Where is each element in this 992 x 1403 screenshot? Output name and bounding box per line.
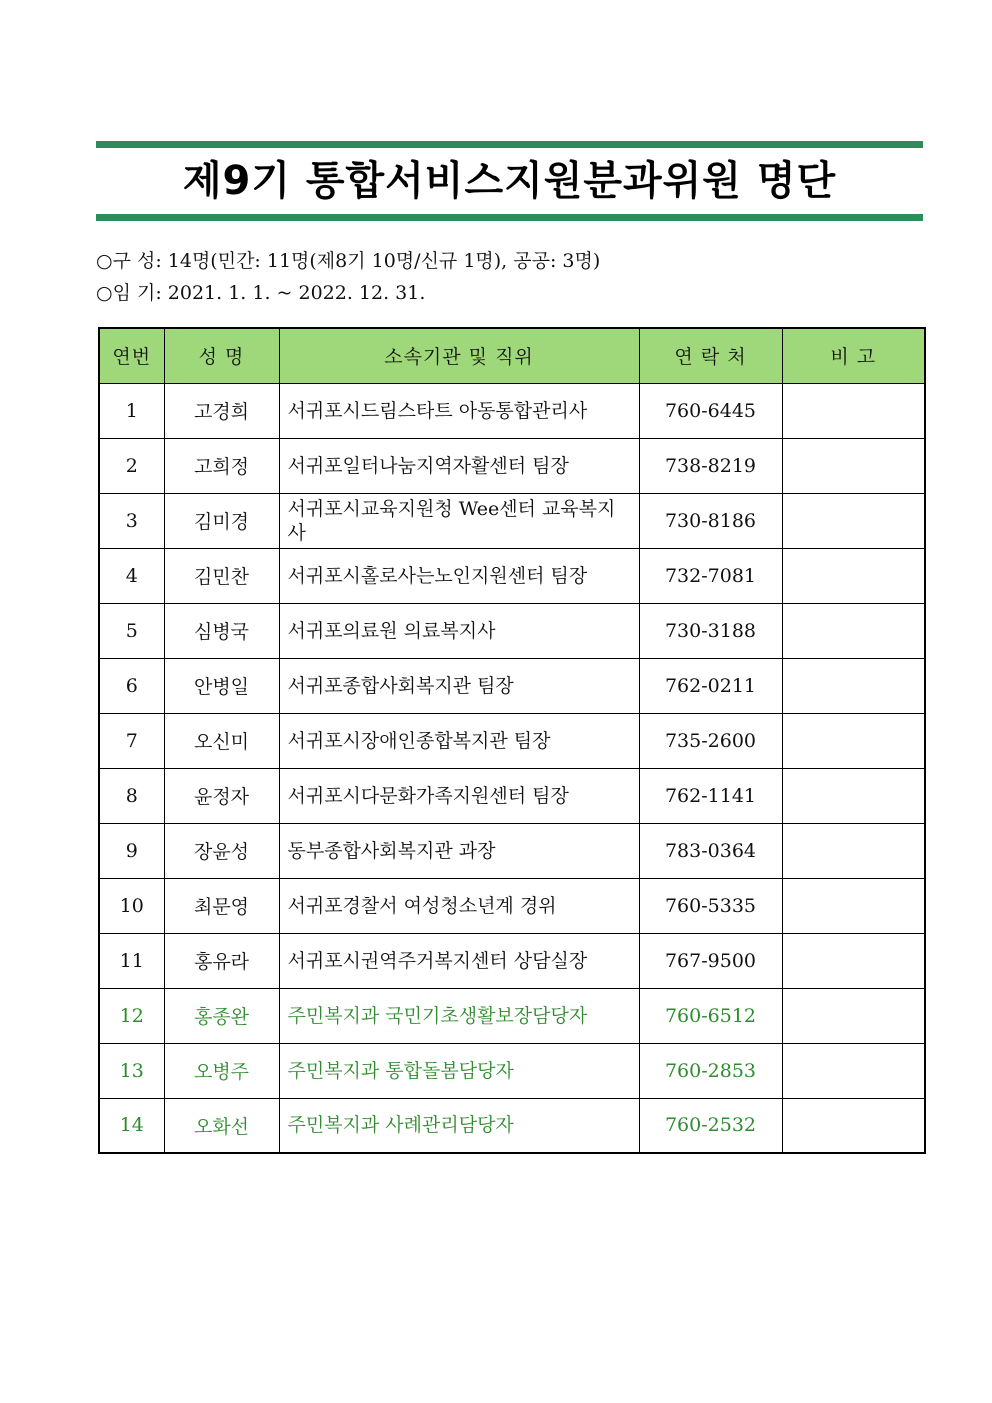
cell-note (782, 988, 925, 1043)
cell-note (782, 548, 925, 603)
cell-org: 서귀포의료원 의료복지사 (279, 603, 639, 658)
table-row (99, 988, 925, 1043)
cell-no: 11 (99, 933, 164, 988)
table-row (99, 1043, 925, 1098)
cell-note (782, 493, 925, 548)
table-row (99, 1098, 925, 1153)
cell-no: 9 (99, 823, 164, 878)
table-row (99, 823, 925, 878)
cell-org: 주민복지과 통합돌봄담당자 (279, 1043, 639, 1098)
cell-contact: 783-0364 (639, 823, 782, 878)
cell-org: 서귀포경찰서 여성청소년계 경위 (279, 878, 639, 933)
table-row (99, 493, 925, 548)
cell-no: 6 (99, 658, 164, 713)
header-name: 성 명 (164, 328, 279, 383)
cell-note (782, 1098, 925, 1153)
composition-line: ○구 성: 14명(민간: 11명(제8기 10명/신규 1명), 공공: 3명) (96, 250, 601, 272)
cell-note (782, 823, 925, 878)
cell-name: 장윤성 (164, 823, 279, 878)
cell-name: 고희정 (164, 438, 279, 493)
cell-note (782, 603, 925, 658)
cell-name: 고경희 (164, 383, 279, 438)
cell-contact: 738-8219 (639, 438, 782, 493)
cell-org: 서귀포시장애인종합복지관 팀장 (279, 713, 639, 768)
cell-org: 서귀포시홀로사는노인지원센터 팀장 (279, 548, 639, 603)
cell-name: 오화선 (164, 1098, 279, 1153)
table-row (99, 878, 925, 933)
table-header-row (99, 328, 925, 383)
cell-contact: 730-8186 (639, 493, 782, 548)
cell-name: 최문영 (164, 878, 279, 933)
cell-name: 오신미 (164, 713, 279, 768)
cell-name: 오병주 (164, 1043, 279, 1098)
cell-note (782, 658, 925, 713)
term-line: ○임 기: 2021. 1. 1. ~ 2022. 12. 31. (96, 282, 426, 304)
cell-contact: 762-1141 (639, 768, 782, 823)
table-row (99, 603, 925, 658)
cell-name: 안병일 (164, 658, 279, 713)
table-row (99, 383, 925, 438)
cell-org: 서귀포시다문화가족지원센터 팀장 (279, 768, 639, 823)
cell-contact: 760-5335 (639, 878, 782, 933)
table-row (99, 933, 925, 988)
cell-no: 2 (99, 438, 164, 493)
table-row (99, 658, 925, 713)
title-bottom-rule (96, 214, 923, 221)
cell-note (782, 438, 925, 493)
cell-no: 4 (99, 548, 164, 603)
cell-org: 서귀포시권역주거복지센터 상담실장 (279, 933, 639, 988)
cell-contact: 760-2853 (639, 1043, 782, 1098)
cell-no: 8 (99, 768, 164, 823)
cell-org: 서귀포일터나눔지역자활센터 팀장 (279, 438, 639, 493)
cell-no: 1 (99, 383, 164, 438)
cell-note (782, 383, 925, 438)
cell-name: 홍유라 (164, 933, 279, 988)
header-contact: 연 락 처 (639, 328, 782, 383)
cell-contact: 760-6445 (639, 383, 782, 438)
table-row (99, 438, 925, 493)
table-row (99, 548, 925, 603)
cell-no: 10 (99, 878, 164, 933)
cell-org: 서귀포종합사회복지관 팀장 (279, 658, 639, 713)
cell-no: 5 (99, 603, 164, 658)
cell-name: 심병국 (164, 603, 279, 658)
cell-name: 김민찬 (164, 548, 279, 603)
cell-name: 윤정자 (164, 768, 279, 823)
cell-no: 14 (99, 1098, 164, 1153)
cell-contact: 735-2600 (639, 713, 782, 768)
member-table (98, 327, 926, 1154)
cell-note (782, 933, 925, 988)
cell-org: 서귀포시교육지원청 Wee센터 교육복지사 (279, 493, 639, 548)
cell-no: 3 (99, 493, 164, 548)
cell-org: 동부종합사회복지관 과장 (279, 823, 639, 878)
cell-note (782, 713, 925, 768)
cell-contact: 730-3188 (639, 603, 782, 658)
cell-note (782, 768, 925, 823)
cell-note (782, 878, 925, 933)
header-org: 소속기관 및 직위 (279, 328, 639, 383)
cell-org: 주민복지과 사례관리담당자 (279, 1098, 639, 1153)
page-title: 제9기 통합서비스지원분과위원 명단 (182, 158, 837, 204)
cell-no: 12 (99, 988, 164, 1043)
header-no: 연번 (99, 328, 164, 383)
cell-no: 13 (99, 1043, 164, 1098)
cell-org: 서귀포시드림스타트 아동통합관리사 (279, 383, 639, 438)
table-row (99, 768, 925, 823)
table-row (99, 713, 925, 768)
cell-contact: 732-7081 (639, 548, 782, 603)
header-note: 비 고 (782, 328, 925, 383)
cell-contact: 760-6512 (639, 988, 782, 1043)
cell-note (782, 1043, 925, 1098)
cell-contact: 762-0211 (639, 658, 782, 713)
cell-name: 김미경 (164, 493, 279, 548)
title-top-rule (96, 141, 923, 148)
cell-contact: 760-2532 (639, 1098, 782, 1153)
cell-no: 7 (99, 713, 164, 768)
cell-org: 주민복지과 국민기초생활보장담당자 (279, 988, 639, 1043)
cell-name: 홍종완 (164, 988, 279, 1043)
cell-contact: 767-9500 (639, 933, 782, 988)
